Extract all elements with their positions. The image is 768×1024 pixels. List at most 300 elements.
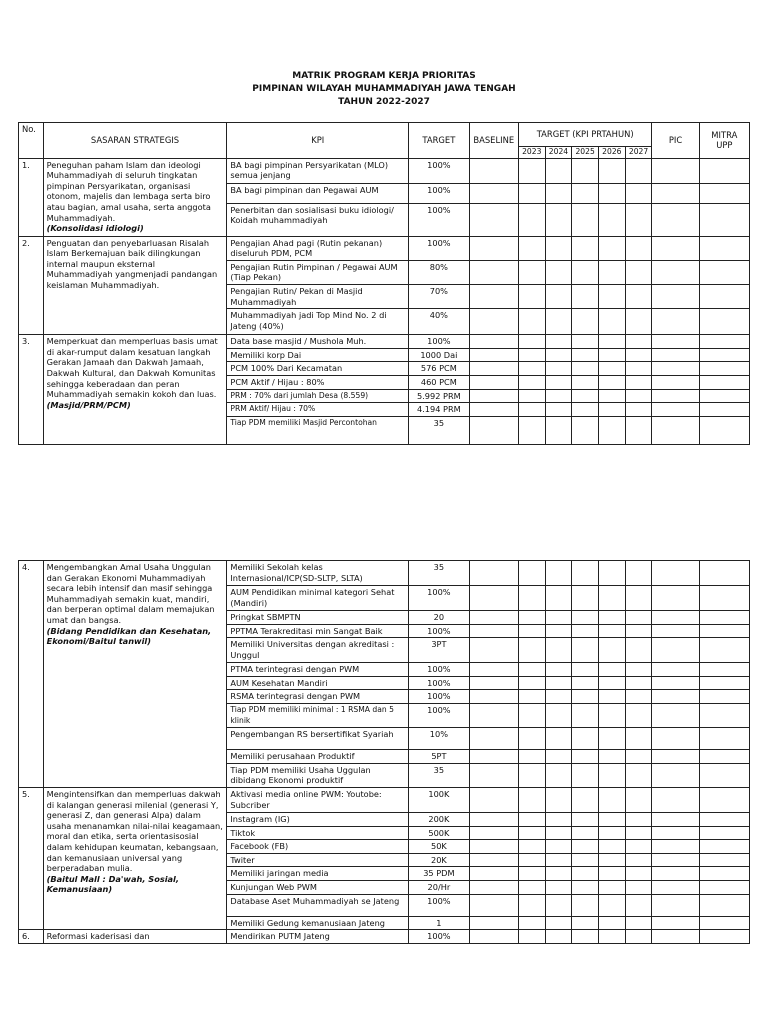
mitra-cell bbox=[699, 812, 749, 826]
baseline-cell bbox=[469, 787, 518, 812]
pic-cell bbox=[652, 867, 699, 881]
program-number: 4. bbox=[19, 561, 44, 788]
year-target-cell bbox=[545, 787, 572, 812]
baseline-cell bbox=[469, 916, 518, 930]
pic-cell bbox=[652, 309, 699, 335]
year-target-cell bbox=[518, 750, 545, 764]
year-target-cell bbox=[518, 930, 545, 944]
year-target-cell bbox=[518, 812, 545, 826]
strategic-goal-text: Reformasi kaderisasi dan bbox=[46, 931, 150, 942]
mitra-cell bbox=[699, 284, 749, 308]
target-cell: 100% bbox=[409, 930, 470, 944]
year-target-cell bbox=[598, 284, 625, 308]
col-year: 2025 bbox=[572, 147, 599, 159]
year-target-cell bbox=[545, 158, 572, 183]
year-target-cell bbox=[599, 840, 626, 854]
target-cell: 20/Hr bbox=[409, 880, 470, 894]
kpi-cell: Twiter bbox=[227, 853, 409, 867]
target-cell: 100% bbox=[409, 236, 470, 260]
target-cell: 200K bbox=[409, 812, 470, 826]
year-target-cell bbox=[572, 403, 599, 417]
mitra-cell bbox=[699, 703, 749, 727]
target-cell: 10% bbox=[409, 728, 470, 750]
baseline-cell bbox=[469, 763, 518, 787]
year-target-cell bbox=[599, 586, 626, 611]
year-target-cell bbox=[625, 586, 652, 611]
year-target-cell bbox=[599, 611, 626, 625]
mitra-cell bbox=[699, 260, 749, 284]
baseline-cell bbox=[469, 561, 518, 586]
mitra-cell bbox=[699, 787, 749, 812]
year-target-cell bbox=[545, 763, 572, 787]
year-target-cell bbox=[518, 690, 545, 704]
year-target-cell bbox=[599, 690, 626, 704]
year-target-cell bbox=[518, 375, 545, 389]
col-target: TARGET bbox=[409, 123, 470, 159]
kpi-cell: Kunjungan Web PWM bbox=[227, 880, 409, 894]
year-target-cell bbox=[518, 348, 545, 362]
year-target-cell bbox=[545, 853, 572, 867]
year-target-cell bbox=[545, 362, 572, 376]
pic-cell bbox=[652, 728, 699, 750]
year-target-cell bbox=[598, 362, 625, 376]
baseline-cell bbox=[469, 728, 518, 750]
year-target-cell bbox=[545, 663, 572, 677]
year-target-cell bbox=[599, 750, 626, 764]
year-target-cell bbox=[572, 853, 599, 867]
mitra-cell bbox=[699, 676, 749, 690]
strategic-goal-tag: (Konsolidasi idiologi) bbox=[46, 223, 144, 234]
target-cell: 35 PDM bbox=[409, 867, 470, 881]
kpi-cell: Memiliki Sekolah kelas Internasional/ICP(SD-SLTP, SLTA) bbox=[227, 561, 409, 586]
year-target-cell bbox=[518, 203, 545, 236]
target-cell: 100% bbox=[409, 676, 470, 690]
year-target-cell bbox=[572, 638, 599, 663]
year-target-cell bbox=[625, 750, 652, 764]
pic-cell bbox=[652, 812, 699, 826]
year-target-cell bbox=[599, 638, 626, 663]
kpi-cell: Memiliki korp Dai bbox=[227, 348, 409, 362]
year-target-cell bbox=[518, 853, 545, 867]
table-row bbox=[19, 335, 750, 349]
year-target-cell bbox=[625, 335, 652, 349]
target-cell: 1 bbox=[409, 916, 470, 930]
strategic-goal bbox=[43, 335, 227, 445]
kpi-cell: AUM Kesehatan Mandiri bbox=[227, 676, 409, 690]
year-target-cell bbox=[572, 284, 599, 308]
year-target-cell bbox=[518, 586, 545, 611]
year-target-cell bbox=[572, 663, 599, 677]
year-target-cell bbox=[572, 916, 599, 930]
table-row bbox=[19, 158, 750, 183]
target-cell: 100% bbox=[409, 586, 470, 611]
baseline-cell bbox=[469, 586, 518, 611]
year-target-cell bbox=[625, 183, 652, 203]
year-target-cell bbox=[572, 787, 599, 812]
baseline-cell bbox=[469, 203, 518, 236]
year-target-cell bbox=[625, 236, 652, 260]
baseline-cell bbox=[469, 676, 518, 690]
baseline-cell bbox=[469, 309, 518, 335]
table-body bbox=[19, 561, 750, 944]
year-target-cell bbox=[599, 676, 626, 690]
year-target-cell bbox=[545, 826, 572, 840]
year-target-cell bbox=[518, 663, 545, 677]
year-target-cell bbox=[545, 916, 572, 930]
table-row bbox=[19, 236, 750, 260]
year-target-cell bbox=[518, 236, 545, 260]
baseline-cell bbox=[469, 260, 518, 284]
pic-cell bbox=[652, 284, 699, 308]
year-target-cell bbox=[545, 183, 572, 203]
target-cell: 100% bbox=[409, 158, 470, 183]
year-target-cell bbox=[599, 880, 626, 894]
mitra-cell bbox=[699, 840, 749, 854]
year-target-cell bbox=[625, 763, 652, 787]
year-target-cell bbox=[625, 840, 652, 854]
baseline-cell bbox=[469, 335, 518, 349]
year-target-cell bbox=[572, 676, 599, 690]
year-target-cell bbox=[625, 787, 652, 812]
year-target-cell bbox=[625, 930, 652, 944]
program-number: 6. bbox=[19, 930, 44, 944]
year-target-cell bbox=[599, 894, 626, 916]
target-cell: 100% bbox=[409, 335, 470, 349]
year-target-cell bbox=[598, 260, 625, 284]
mitra-cell bbox=[699, 183, 749, 203]
program-matrix-table-1 bbox=[18, 122, 750, 445]
target-cell: 100% bbox=[409, 183, 470, 203]
strategic-goal bbox=[43, 930, 227, 944]
kpi-cell: Aktivasi media online PWM: Youtobe: Subcriber bbox=[227, 787, 409, 812]
year-target-cell bbox=[572, 236, 599, 260]
year-target-cell bbox=[625, 638, 652, 663]
year-target-cell bbox=[598, 335, 625, 349]
year-target-cell bbox=[572, 260, 599, 284]
mitra-cell bbox=[699, 611, 749, 625]
baseline-cell bbox=[469, 183, 518, 203]
baseline-cell bbox=[469, 750, 518, 764]
pic-cell bbox=[652, 624, 699, 638]
year-target-cell bbox=[518, 183, 545, 203]
target-cell: 5PT bbox=[409, 750, 470, 764]
baseline-cell bbox=[469, 362, 518, 376]
year-target-cell bbox=[572, 375, 599, 389]
year-target-cell bbox=[625, 676, 652, 690]
year-target-cell bbox=[625, 611, 652, 625]
year-target-cell bbox=[625, 894, 652, 916]
baseline-cell bbox=[469, 880, 518, 894]
year-target-cell bbox=[599, 624, 626, 638]
target-cell: 3PT bbox=[409, 638, 470, 663]
year-target-cell bbox=[518, 703, 545, 727]
year-target-cell bbox=[598, 416, 625, 444]
year-target-cell bbox=[518, 880, 545, 894]
mitra-cell bbox=[699, 853, 749, 867]
kpi-cell: PRM : 70% dari jumlah Desa (8.559) bbox=[227, 389, 409, 403]
col-mitra: MITRA UPP bbox=[699, 123, 749, 159]
strategic-goal-tag: (Baitul Mall : Da'wah, Sosial, Kemanusiaan) bbox=[46, 873, 179, 895]
year-target-cell bbox=[545, 284, 572, 308]
year-target-cell bbox=[599, 853, 626, 867]
mitra-cell bbox=[699, 663, 749, 677]
program-matrix-table-2 bbox=[18, 560, 750, 944]
target-cell: 80% bbox=[409, 260, 470, 284]
kpi-cell: Memiliki jaringan media bbox=[227, 867, 409, 881]
target-cell: 100% bbox=[409, 690, 470, 704]
pic-cell bbox=[652, 260, 699, 284]
year-target-cell bbox=[572, 611, 599, 625]
kpi-cell: Data base masjid / Mushola Muh. bbox=[227, 335, 409, 349]
baseline-cell bbox=[469, 703, 518, 727]
year-target-cell bbox=[545, 416, 572, 444]
kpi-cell: Mendirikan PUTM Jateng bbox=[227, 930, 409, 944]
pic-cell bbox=[652, 663, 699, 677]
pic-cell bbox=[652, 561, 699, 586]
target-cell: 100K bbox=[409, 787, 470, 812]
year-target-cell bbox=[572, 389, 599, 403]
year-target-cell bbox=[625, 284, 652, 308]
strategic-goal bbox=[43, 561, 227, 788]
pic-cell bbox=[652, 362, 699, 376]
year-target-cell bbox=[518, 335, 545, 349]
year-target-cell bbox=[599, 787, 626, 812]
target-cell: 40% bbox=[409, 309, 470, 335]
year-target-cell bbox=[625, 348, 652, 362]
year-target-cell bbox=[545, 624, 572, 638]
col-no: No. bbox=[19, 123, 44, 159]
year-target-cell bbox=[572, 703, 599, 727]
kpi-cell: AUM Pendidikan minimal kategori Sehat (Mandiri) bbox=[227, 586, 409, 611]
mitra-cell bbox=[699, 894, 749, 916]
pic-cell bbox=[652, 416, 699, 444]
year-target-cell bbox=[572, 561, 599, 586]
kpi-cell: Pengajian Rutin/ Pekan di Masjid Muhammadiyah bbox=[227, 284, 409, 308]
pic-cell bbox=[652, 676, 699, 690]
strategic-goal bbox=[43, 787, 227, 929]
baseline-cell bbox=[469, 236, 518, 260]
kpi-cell: Memiliki perusahaan Produktif bbox=[227, 750, 409, 764]
mitra-cell bbox=[699, 416, 749, 444]
year-target-cell bbox=[545, 335, 572, 349]
year-target-cell bbox=[572, 728, 599, 750]
mitra-cell bbox=[699, 624, 749, 638]
year-target-cell bbox=[599, 916, 626, 930]
year-target-cell bbox=[518, 676, 545, 690]
mitra-cell bbox=[699, 826, 749, 840]
year-target-cell bbox=[545, 930, 572, 944]
year-target-cell bbox=[518, 894, 545, 916]
kpi-cell: PCM Aktif / Hijau : 80% bbox=[227, 375, 409, 389]
kpi-cell: Memiliki Gedung kemanusiaan Jateng bbox=[227, 916, 409, 930]
pic-cell bbox=[652, 750, 699, 764]
baseline-cell bbox=[469, 930, 518, 944]
year-target-cell bbox=[572, 624, 599, 638]
pic-cell bbox=[652, 389, 699, 403]
year-target-cell bbox=[598, 309, 625, 335]
pic-cell bbox=[652, 638, 699, 663]
pic-cell bbox=[652, 703, 699, 727]
target-cell: 20K bbox=[409, 853, 470, 867]
target-cell: 576 PCM bbox=[409, 362, 470, 376]
year-target-cell bbox=[625, 703, 652, 727]
year-target-cell bbox=[625, 853, 652, 867]
year-target-cell bbox=[545, 403, 572, 417]
year-target-cell bbox=[625, 561, 652, 586]
target-cell: 35 bbox=[409, 416, 470, 444]
pic-cell bbox=[652, 826, 699, 840]
year-target-cell bbox=[572, 586, 599, 611]
strategic-goal-text: Mengintensifkan dan memperluas dakwah di kalangan generasi milenial (generasi Y, generasi Z, dan generasi Alpa) dalam usaha menanamkan nilai-nilai keagamaan, moral dan etika, serta orientasisosial dalam kehidupan keumatan, kebangsaan, dan kemanusiaan universal yang berperadaban mulia. bbox=[46, 788, 223, 874]
target-cell: 20 bbox=[409, 611, 470, 625]
year-target-cell bbox=[545, 389, 572, 403]
year-target-cell bbox=[518, 728, 545, 750]
baseline-cell bbox=[469, 375, 518, 389]
mitra-cell bbox=[699, 203, 749, 236]
target-cell: 5.992 PRM bbox=[409, 389, 470, 403]
year-target-cell bbox=[599, 703, 626, 727]
col-year: 2023 bbox=[518, 147, 545, 159]
year-target-cell bbox=[625, 728, 652, 750]
strategic-goal-tag: (Masjid/PRM/PCM) bbox=[46, 399, 131, 410]
target-cell: 35 bbox=[409, 763, 470, 787]
kpi-cell: Tiap PDM memiliki Masjid Percontohan bbox=[227, 416, 409, 444]
year-target-cell bbox=[625, 916, 652, 930]
year-target-cell bbox=[518, 416, 545, 444]
year-target-cell bbox=[598, 389, 625, 403]
target-cell: 460 PCM bbox=[409, 375, 470, 389]
pic-cell bbox=[652, 690, 699, 704]
target-cell: 4.194 PRM bbox=[409, 403, 470, 417]
mitra-cell bbox=[699, 867, 749, 881]
col-year: 2026 bbox=[598, 147, 625, 159]
col-year: 2024 bbox=[545, 147, 572, 159]
pic-cell bbox=[652, 930, 699, 944]
pic-cell bbox=[652, 916, 699, 930]
year-target-cell bbox=[572, 309, 599, 335]
target-cell: 100% bbox=[409, 203, 470, 236]
title-line-3: TAHUN 2022-2027 bbox=[338, 97, 430, 107]
baseline-cell bbox=[469, 389, 518, 403]
strategic-goal-tag: (Bidang Pendidikan dan Kesehatan, Ekonomi/Baitul tanwil) bbox=[46, 625, 212, 647]
pic-cell bbox=[652, 183, 699, 203]
baseline-cell bbox=[469, 894, 518, 916]
kpi-cell: RSMA terintegrasi dengan PWM bbox=[227, 690, 409, 704]
year-target-cell bbox=[572, 690, 599, 704]
pic-cell bbox=[652, 348, 699, 362]
pic-cell bbox=[652, 375, 699, 389]
year-target-cell bbox=[572, 362, 599, 376]
baseline-cell bbox=[469, 663, 518, 677]
year-target-cell bbox=[625, 362, 652, 376]
pic-cell bbox=[652, 158, 699, 183]
baseline-cell bbox=[469, 840, 518, 854]
strategic-goal bbox=[43, 158, 227, 236]
pic-cell bbox=[652, 611, 699, 625]
year-target-cell bbox=[572, 763, 599, 787]
strategic-goal bbox=[43, 236, 227, 335]
mitra-cell bbox=[699, 916, 749, 930]
kpi-cell: BA bagi pimpinan dan Pegawai AUM bbox=[227, 183, 409, 203]
kpi-cell: PCM 100% Dari Kecamatan bbox=[227, 362, 409, 376]
year-target-cell bbox=[545, 586, 572, 611]
program-number: 2. bbox=[19, 236, 44, 335]
target-cell: 100% bbox=[409, 703, 470, 727]
year-target-cell bbox=[572, 348, 599, 362]
mitra-cell bbox=[699, 362, 749, 376]
year-target-cell bbox=[545, 348, 572, 362]
mitra-cell bbox=[699, 638, 749, 663]
year-target-cell bbox=[599, 663, 626, 677]
year-target-cell bbox=[518, 403, 545, 417]
baseline-cell bbox=[469, 812, 518, 826]
baseline-cell bbox=[469, 853, 518, 867]
kpi-cell: Muhammadiyah jadi Top Mind No. 2 di Jateng (40%) bbox=[227, 309, 409, 335]
mitra-cell bbox=[699, 389, 749, 403]
kpi-cell: Pengajian Ahad pagi (Rutin pekanan) diseluruh PDM, PCM bbox=[227, 236, 409, 260]
target-cell: 100% bbox=[409, 663, 470, 677]
kpi-cell: Memiliki Universitas dengan akreditasi : Unggul bbox=[227, 638, 409, 663]
kpi-cell: PPTMA Terakreditasi min Sangat Baik bbox=[227, 624, 409, 638]
baseline-cell bbox=[469, 403, 518, 417]
year-target-cell bbox=[518, 309, 545, 335]
strategic-goal-text: Penguatan dan penyebarluasan Risalah Islam Berkemajuan baik dilingkungan internal maupun eksternal Muhammadiyah yangmenjadi pandangan keislaman Muhammadiyah. bbox=[46, 237, 218, 290]
year-target-cell bbox=[545, 812, 572, 826]
pic-cell bbox=[652, 787, 699, 812]
col-sasaran: SASARAN STRATEGIS bbox=[43, 123, 227, 159]
baseline-cell bbox=[469, 416, 518, 444]
year-target-cell bbox=[598, 348, 625, 362]
year-target-cell bbox=[545, 840, 572, 854]
mitra-cell bbox=[699, 236, 749, 260]
kpi-cell: Tiap PDM memiliki minimal : 1 RSMA dan 5 klinik bbox=[227, 703, 409, 727]
mitra-cell bbox=[699, 728, 749, 750]
year-target-cell bbox=[572, 930, 599, 944]
pic-cell bbox=[652, 586, 699, 611]
year-target-cell bbox=[518, 561, 545, 586]
pic-cell bbox=[652, 880, 699, 894]
year-target-cell bbox=[518, 624, 545, 638]
year-target-cell bbox=[625, 867, 652, 881]
year-target-cell bbox=[518, 611, 545, 625]
mitra-cell bbox=[699, 561, 749, 586]
baseline-cell bbox=[469, 624, 518, 638]
year-target-cell bbox=[545, 690, 572, 704]
year-target-cell bbox=[545, 260, 572, 284]
table-row bbox=[19, 787, 750, 812]
mitra-cell bbox=[699, 763, 749, 787]
target-cell: 100% bbox=[409, 894, 470, 916]
kpi-cell: Penerbitan dan sosialisasi buku idiologi/ Koidah muhammadiyah bbox=[227, 203, 409, 236]
year-target-cell bbox=[625, 663, 652, 677]
year-target-cell bbox=[572, 750, 599, 764]
title-line-1: MATRIK PROGRAM KERJA PRIORITAS bbox=[292, 71, 476, 81]
year-target-cell bbox=[599, 867, 626, 881]
pic-cell bbox=[652, 403, 699, 417]
year-target-cell bbox=[518, 826, 545, 840]
year-target-cell bbox=[545, 880, 572, 894]
year-target-cell bbox=[518, 158, 545, 183]
year-target-cell bbox=[545, 703, 572, 727]
target-cell: 100% bbox=[409, 624, 470, 638]
year-target-cell bbox=[545, 750, 572, 764]
pic-cell bbox=[652, 853, 699, 867]
kpi-cell: Database Aset Muhammadiyah se Jateng bbox=[227, 894, 409, 916]
table-header bbox=[19, 123, 750, 159]
year-target-cell bbox=[599, 930, 626, 944]
target-cell: 70% bbox=[409, 284, 470, 308]
target-cell: 35 bbox=[409, 561, 470, 586]
